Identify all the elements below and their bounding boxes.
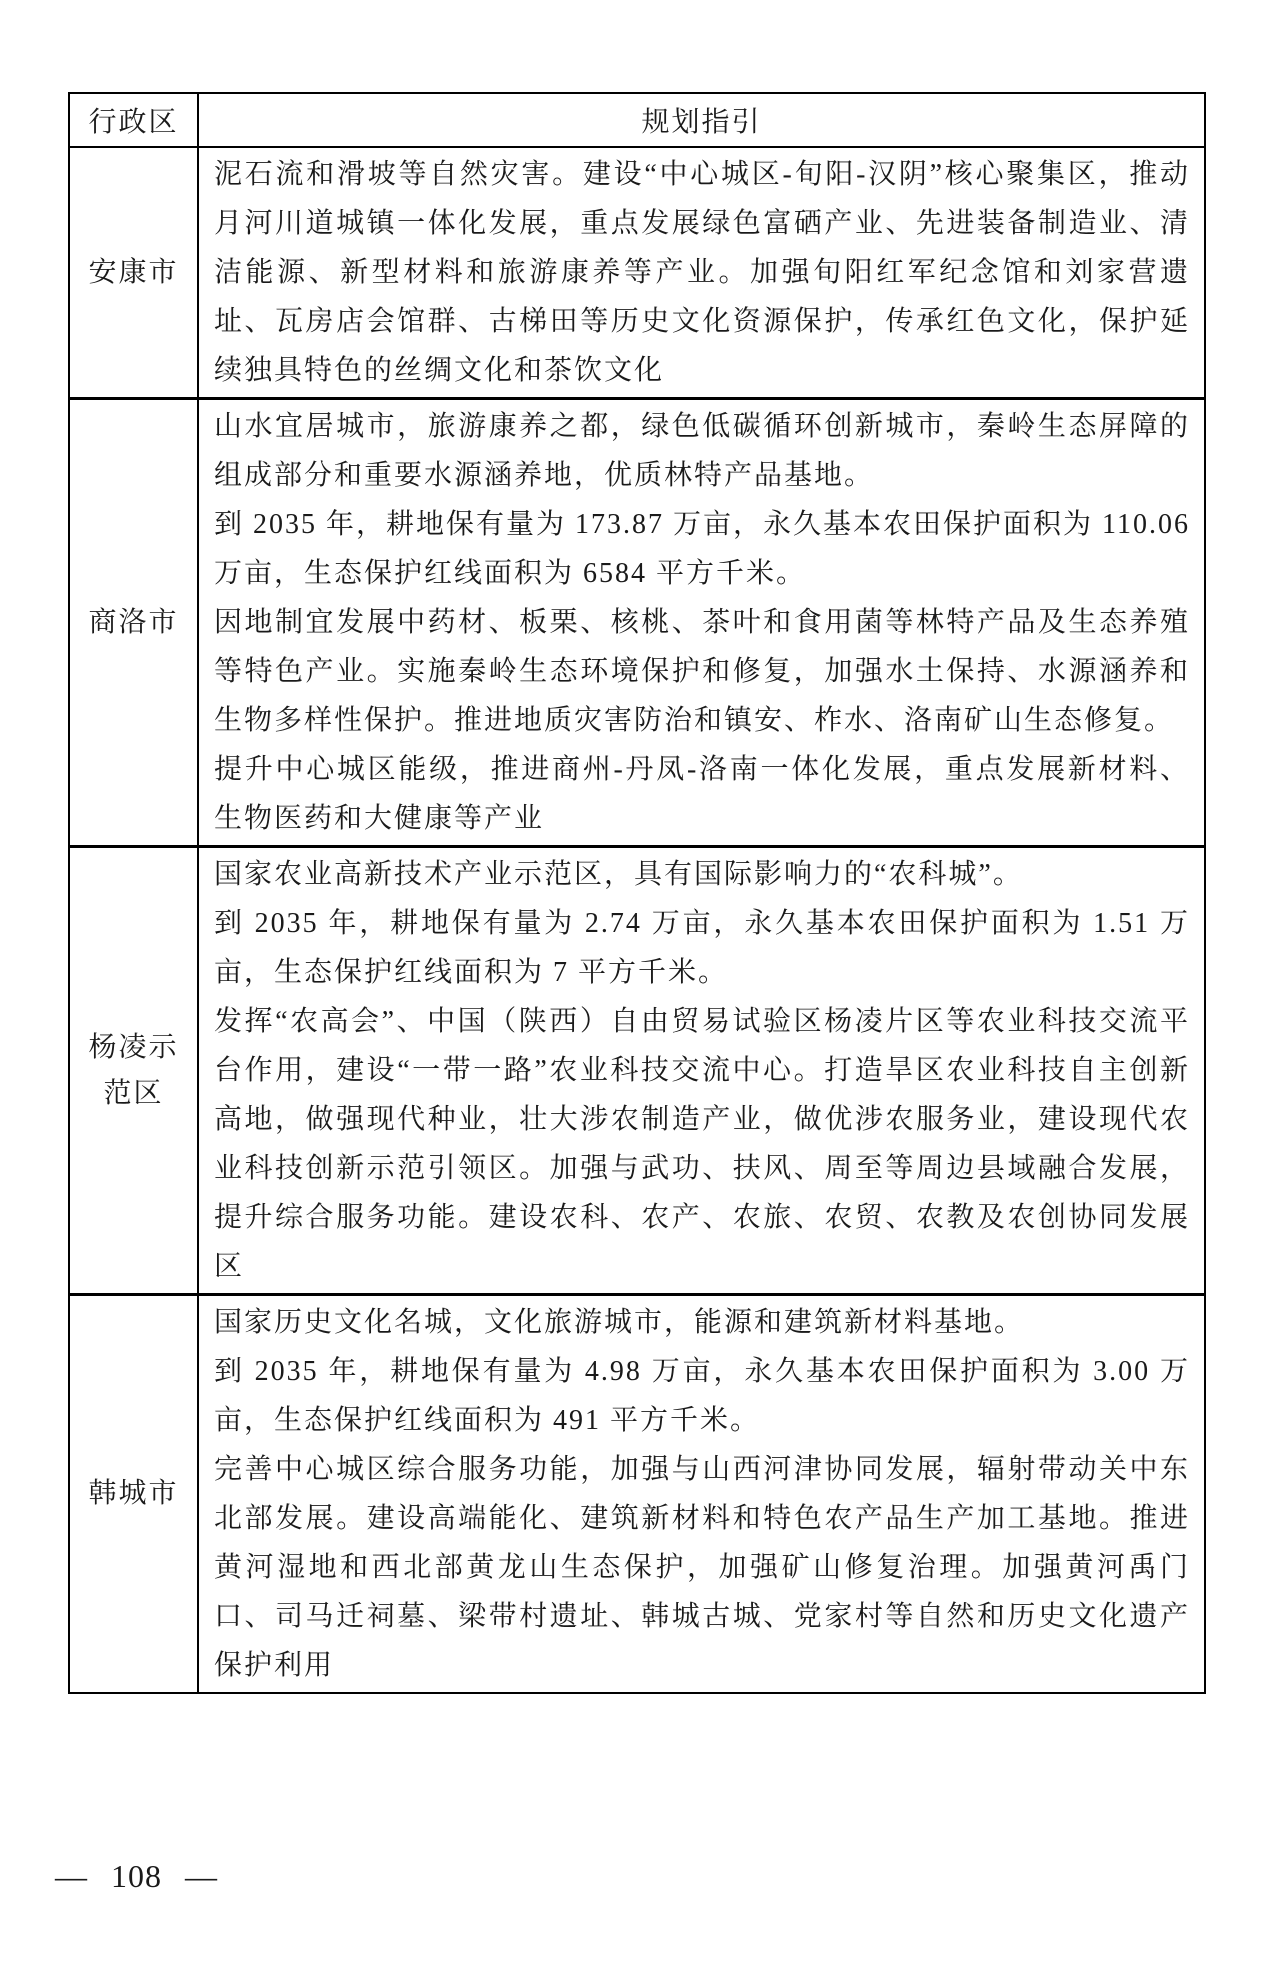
table-header-row — [69, 93, 1205, 147]
guideline-paragraph: 泥石流和滑坡等自然灾害。建设“中心城区-旬阳-汉阴”核心聚集区，推动月河川道城镇一体化发展，重点发展绿色富硒产业、先进装备制造业、清洁能源、新型材料和旅游康养等产业。加强旬阳红军纪念馆和刘家营遗址、瓦房店会馆群、古梯田等历史文化资源保护，传承红色文化，保护延续独具特色的丝绸文化和茶饮文化 — [214, 159, 1190, 386]
table-row-hancheng — [69, 1295, 1205, 1694]
region-label-hancheng: 韩城市 — [69, 1295, 198, 1694]
planning-guideline-table — [68, 92, 1206, 1694]
page-number: — 108 — — [55, 1858, 218, 1894]
guideline-paragraph: 到 2035 年，耕地保有量为 4.98 万亩，永久基本农田保护面积为 3.00 万亩，生态保护红线面积为 491 平方千米。 — [214, 1356, 1190, 1436]
guideline-paragraph: 国家历史文化名城，文化旅游城市，能源和建筑新材料基地。 — [214, 1307, 1025, 1338]
guideline-paragraph: 提升中心城区能级，推进商州-丹凤-洛南一体化发展，重点发展新材料、生物医药和大健康等产业 — [214, 754, 1190, 834]
guideline-paragraph: 完善中心城区综合服务功能，加强与山西河津协同发展，辐射带动关中东北部发展。建设高端能化、建筑新材料和特色农产品生产加工基地。推进黄河湿地和西北部黄龙山生态保护，加强矿山修复治理。加强黄河禹门口、司马迁祠墓、梁带村遗址、韩城古城、党家村等自然和历史文化遗产保护利用 — [214, 1454, 1190, 1681]
guideline-cell-yangling — [198, 847, 1205, 1295]
region-label-shangluo: 商洛市 — [69, 399, 198, 847]
guideline-paragraph: 山水宜居城市，旅游康养之都，绿色低碳循环创新城市，秦岭生态屏障的组成部分和重要水源涵养地，优质林特产品基地。 — [214, 411, 1190, 491]
guideline-cell-ankang — [198, 147, 1205, 399]
guideline-paragraph: 发挥“农高会”、中国（陕西）自由贸易试验区杨凌片区等农业科技交流平台作用，建设“一带一路”农业科技交流中心。打造旱区农业科技自主创新高地，做强现代种业，壮大涉农制造产业，做优涉农服务业，建设现代农业科技创新示范引领区。加强与武功、扶风、周至等周边县域融合发展，提升综合服务功能。建设农科、农产、农旅、农贸、农教及农创协同发展区 — [214, 1006, 1190, 1282]
guideline-cell-hancheng — [198, 1295, 1205, 1694]
header-cell-guideline: 规划指引 — [198, 93, 1205, 147]
guideline-paragraph: 国家农业高新技术产业示范区，具有国际影响力的“农科城”。 — [214, 859, 1023, 890]
guideline-paragraph: 因地制宜发展中药材、板栗、核桃、茶叶和食用菌等林特产品及生态养殖等特色产业。实施秦岭生态环境保护和修复，加强水土保持、水源涵养和生物多样性保护。推进地质灾害防治和镇安、柞水、洛南矿山生态修复。 — [214, 607, 1190, 736]
guideline-paragraph: 到 2035 年，耕地保有量为 2.74 万亩，永久基本农田保护面积为 1.51 万亩，生态保护红线面积为 7 平方千米。 — [214, 908, 1190, 988]
region-label-yangling: 杨凌示范区 — [69, 847, 198, 1295]
region-label-ankang: 安康市 — [69, 147, 198, 399]
header-cell-region: 行政区 — [69, 93, 198, 147]
guideline-cell-shangluo — [198, 399, 1205, 847]
table-row-ankang — [69, 147, 1205, 399]
table-row-shangluo — [69, 399, 1205, 847]
table-row-yangling — [69, 847, 1205, 1295]
guideline-paragraph: 到 2035 年，耕地保有量为 173.87 万亩，永久基本农田保护面积为 110.06 万亩，生态保护红线面积为 6584 平方千米。 — [214, 509, 1190, 589]
